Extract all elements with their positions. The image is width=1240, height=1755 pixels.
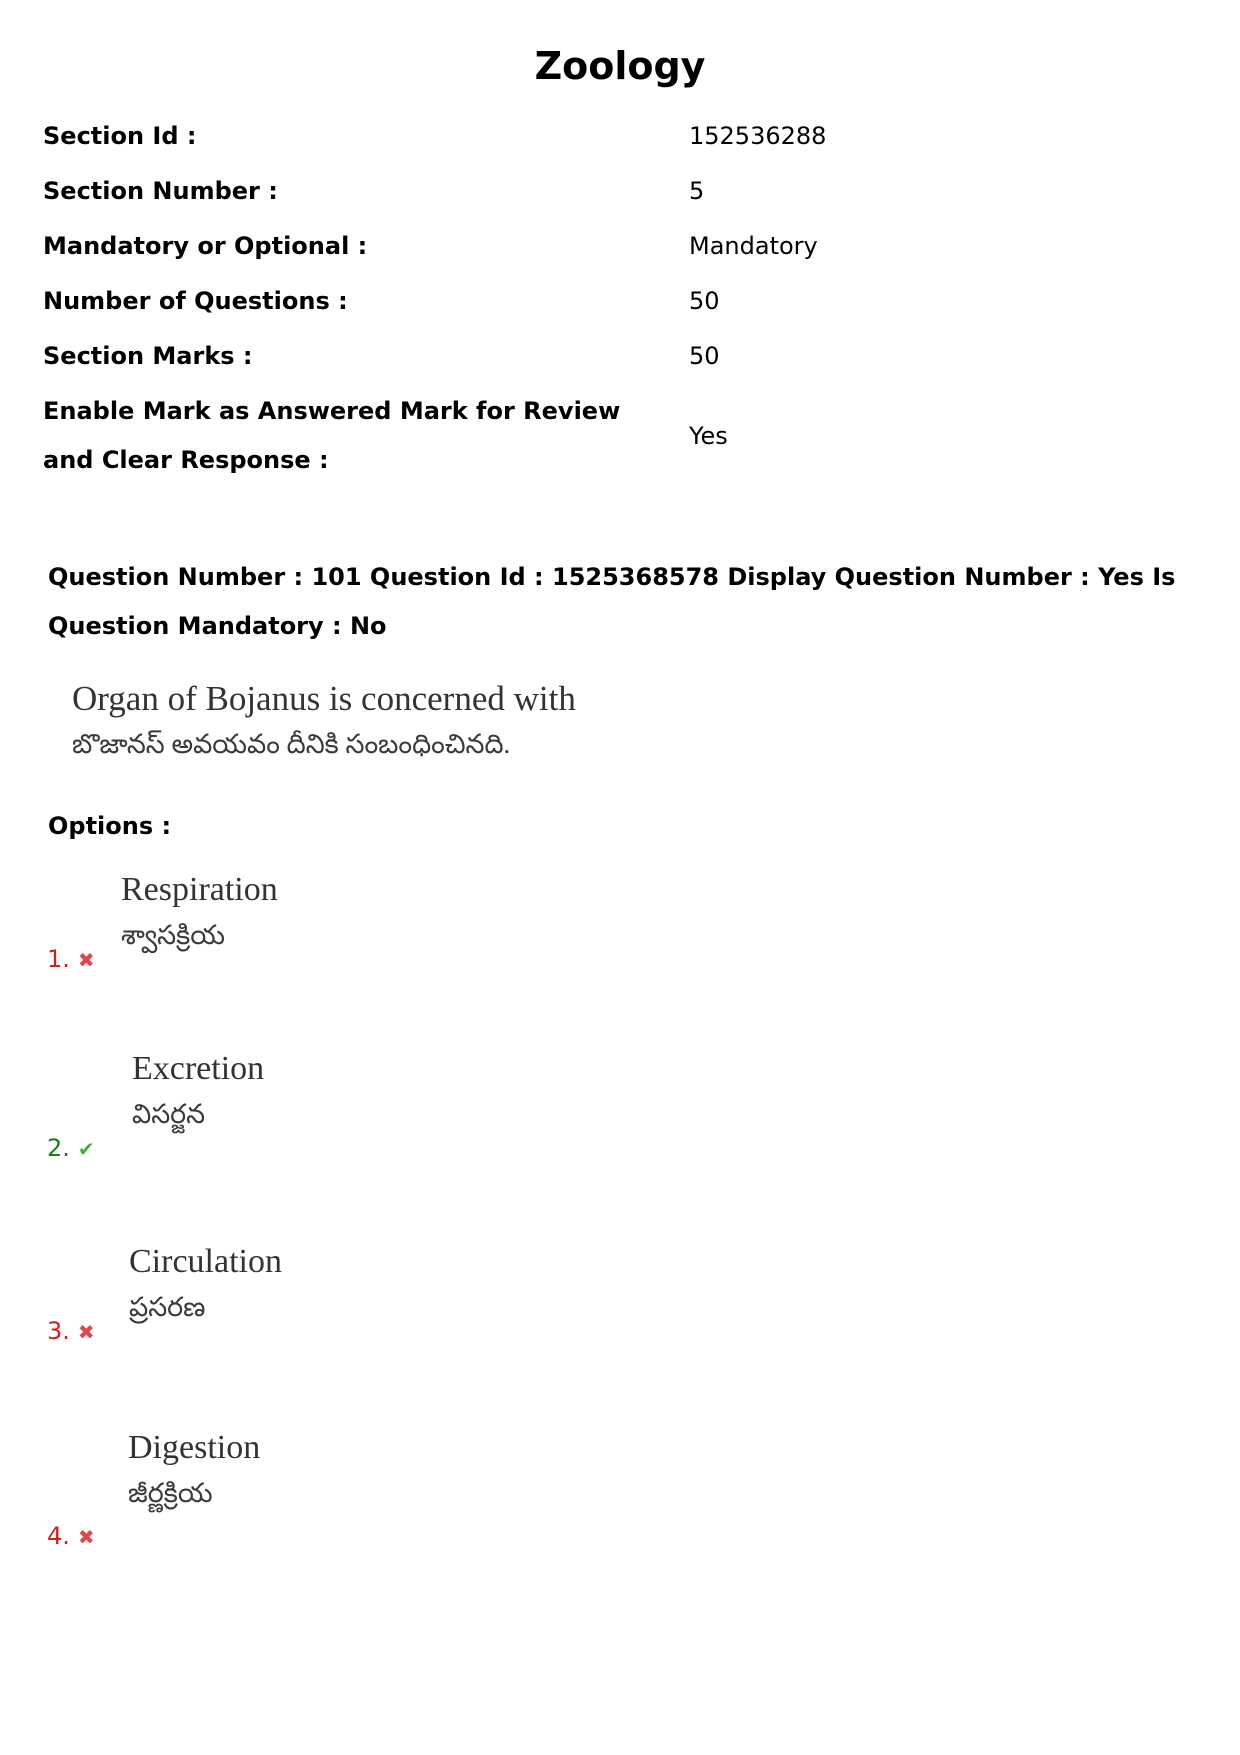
- option-1-text: [121, 867, 278, 957]
- option-3-telugu: ప్రసరణ: [129, 1292, 206, 1322]
- check-icon: ✔: [77, 1137, 95, 1161]
- option-2-telugu: విసర్జన: [132, 1099, 206, 1129]
- number-of-questions-value: 50: [689, 287, 720, 315]
- mandatory-optional-value: Mandatory: [689, 232, 818, 260]
- option-1-english: Respiration: [121, 871, 278, 908]
- cross-icon: ✖: [77, 948, 95, 972]
- option-1-marker: [47, 943, 95, 976]
- section-id-label: Section Id :: [43, 122, 197, 150]
- section-marks-label: Section Marks :: [43, 342, 253, 370]
- option-4-marker: [47, 1520, 95, 1553]
- option-4-text: [128, 1425, 260, 1515]
- option-3-number: 3.: [47, 1317, 70, 1345]
- option-2-english: Excretion: [132, 1050, 265, 1087]
- option-2-text: [132, 1046, 264, 1136]
- option-3-english: Circulation: [129, 1243, 282, 1280]
- enable-mark-label: Enable Mark as Answered Mark for Review and Clear Response :: [43, 397, 621, 474]
- cross-icon: ✖: [77, 1320, 95, 1344]
- option-4-telugu: జీర్ణక్రియ: [128, 1478, 213, 1508]
- question-text-english: Organ of Bojanus is concerned with: [72, 679, 576, 718]
- options-label: Options :: [48, 812, 172, 840]
- cross-icon: ✖: [77, 1525, 95, 1549]
- enable-mark-value: Yes: [689, 422, 728, 450]
- question-text-telugu: బొజానస్ అవయవం దీనికి సంబంధించినది.: [72, 729, 511, 759]
- option-4-english: Digestion: [128, 1429, 261, 1466]
- option-3-marker: [47, 1315, 95, 1348]
- option-2-number: 2.: [47, 1134, 70, 1162]
- option-1-number: 1.: [47, 945, 70, 973]
- section-id-value: 152536288: [689, 122, 827, 150]
- option-1-telugu: శ్వాసక్రియ: [121, 920, 225, 950]
- section-number-label: Section Number :: [43, 177, 278, 205]
- option-2-marker: [47, 1132, 95, 1165]
- option-3-text: [129, 1239, 282, 1329]
- question-text: [72, 676, 576, 766]
- question-header: Question Number : 101 Question Id : 1525368578 Display Question Number : Yes Is Question Mandatory : No: [48, 563, 1176, 640]
- section-marks-value: 50: [689, 342, 720, 370]
- option-4-number: 4.: [47, 1522, 70, 1550]
- number-of-questions-label: Number of Questions :: [43, 287, 348, 315]
- section-title: Zoology: [534, 44, 706, 88]
- section-number-value: 5: [689, 177, 705, 205]
- mandatory-optional-label: Mandatory or Optional :: [43, 232, 368, 260]
